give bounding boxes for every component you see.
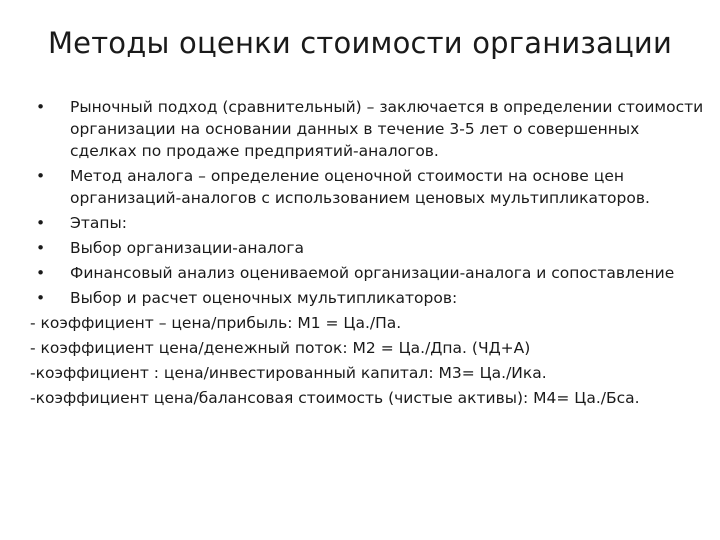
bullet-text: Выбор организации-аналога — [70, 239, 305, 257]
bullet-text: Финансовый анализ оцениваемой организации-аналога и сопоставление — [70, 264, 675, 282]
bullet-marker: • — [36, 264, 46, 282]
bullet-list — [30, 96, 705, 309]
bullet-item — [30, 96, 705, 162]
bullet-marker: • — [36, 98, 46, 116]
multiplier-line-m2: - коэффициент цена/денежный поток: М2 = Ца./Дпа. (ЧД+А) — [30, 339, 531, 357]
multiplier-line-m4: -коэффициент цена/балансовая стоимость (чистые активы): М4= Ца./Бса. — [30, 389, 640, 407]
bullet-marker: • — [36, 289, 46, 307]
bullet-item — [30, 212, 705, 234]
bullet-text: Выбор и расчет оценочных мультипликаторов: — [70, 289, 458, 307]
bullet-item — [30, 262, 705, 284]
multiplier-line-m3: -коэффициент : цена/инвестированный капитал: М3= Ца./Ика. — [30, 364, 547, 382]
multiplier-lines — [30, 312, 705, 409]
bullet-item — [30, 165, 705, 209]
bullet-marker: • — [36, 214, 46, 232]
bullet-item — [30, 287, 705, 309]
slide-content — [30, 96, 705, 412]
bullet-text: Метод аналога – определение оценочной стоимости на основе цен организаций-аналогов с использованием ценовых мультипликаторов. — [70, 167, 650, 207]
multiplier-line-m1: - коэффициент – цена/прибыль: М1 = Ца./Па. — [30, 314, 402, 332]
slide-title: Методы оценки стоимости организации — [47, 26, 673, 60]
bullet-marker: • — [36, 239, 46, 257]
bullet-item — [30, 237, 705, 259]
bullet-text: Рыночный подход (сравнительный) – заключается в определении стоимости организации на основании данных в течение 3-5 лет о совершенных сделках по продаже предприятий-аналогов. — [70, 98, 704, 160]
bullet-marker: • — [36, 167, 46, 185]
bullet-text: Этапы: — [70, 214, 127, 232]
